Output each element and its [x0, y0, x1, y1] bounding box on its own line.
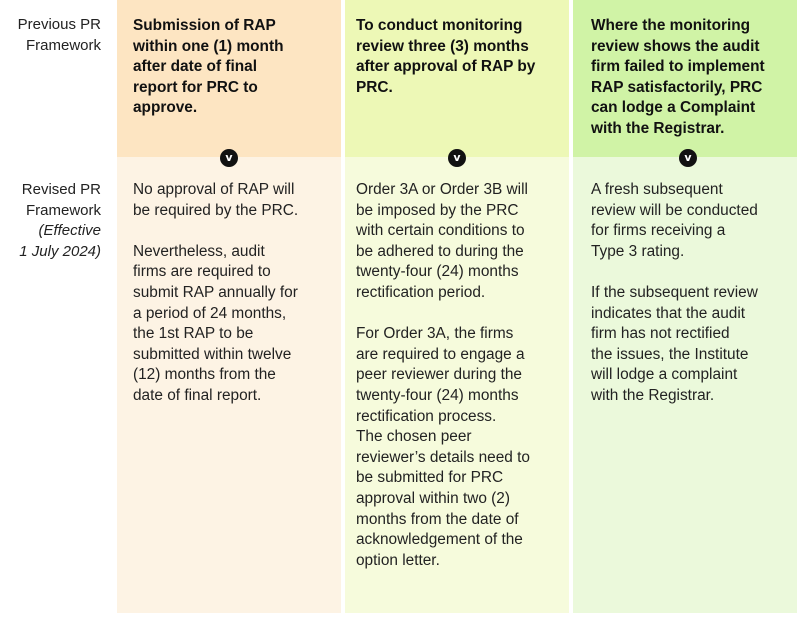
previous-cell	[345, 0, 569, 157]
revised-framework-title: Revised PR Framework	[21, 181, 101, 219]
effective-date-label: (Effective 1 July 2024)	[19, 222, 101, 260]
revised-paragraph: No approval of RAP will be required by the PRC.	[133, 181, 299, 219]
previous-cell	[117, 0, 341, 157]
revised-paragraph: Nevertheless, audit firms are required to submit RAP annually for a period of 24 months, the 1st RAP to be submitted within twelve (12) months from the date of final report.	[133, 242, 298, 404]
revised-framework-label	[0, 180, 101, 262]
revised-paragraph: A fresh subsequent review will be conducted for firms receiving a Type 3 rating.	[591, 181, 758, 260]
previous-text: Where the monitoring review shows the audit firm failed to implement RAP satisfactorily, PRC can lodge a Complaint with the Registrar.	[591, 17, 765, 137]
revised-cell	[117, 157, 341, 613]
chevron-down-circle-icon: v	[220, 149, 238, 167]
previous-text: To conduct monitoring review three (3) months after approval of RAP by PRC.	[356, 17, 536, 96]
previous-text: Submission of RAP within one (1) month after date of final report for PRC to approve.	[133, 17, 284, 117]
chevron-down-circle-icon: v	[679, 149, 697, 167]
revised-paragraph: For Order 3A, the firms are required to engage a peer reviewer during the twenty-four (24) months rectification process. The chosen peer reviewer’s details need to be submitted for PRC approval within two (2) months from the date of acknowledgement of the option letter.	[356, 325, 530, 569]
revised-cell	[345, 157, 569, 613]
previous-cell	[573, 0, 797, 157]
revised-cell	[573, 157, 797, 613]
chevron-down-circle-icon: v	[448, 149, 466, 167]
revised-paragraph: Order 3A or Order 3B will be imposed by the PRC with certain conditions to be adhered to during the twenty-four (24) months rectification period.	[356, 181, 528, 301]
previous-framework-label: Previous PR Framework	[17, 16, 101, 54]
revised-paragraph: If the subsequent review indicates that the audit firm has not rectified the issues, the Institute will lodge a complaint with the Registrar.	[591, 283, 758, 404]
